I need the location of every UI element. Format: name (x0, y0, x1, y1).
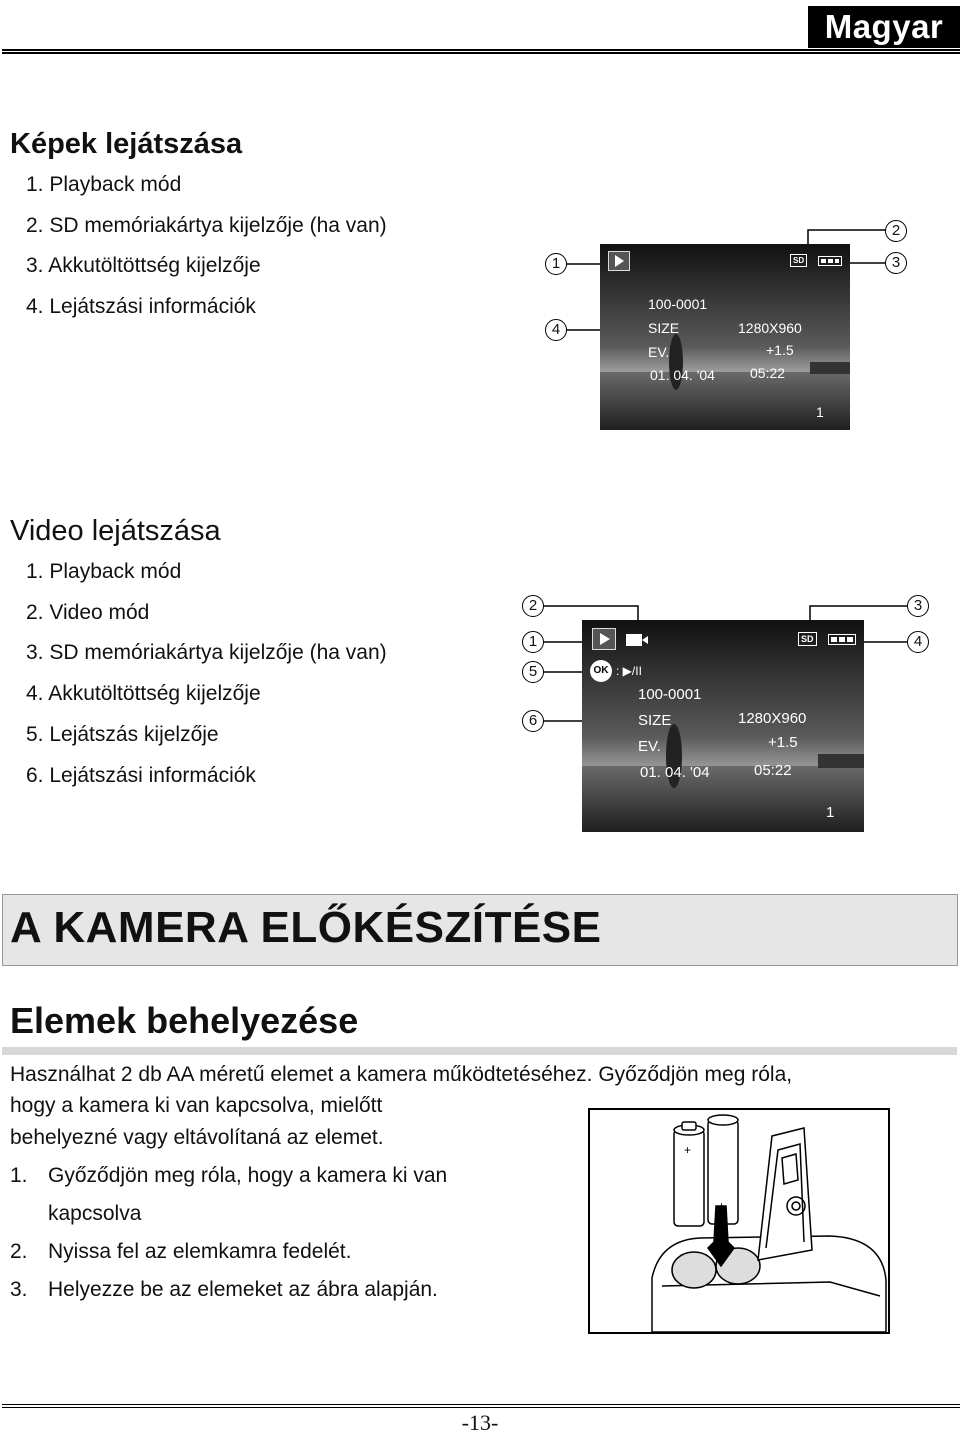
date: 01. 04. '04 (640, 764, 710, 781)
landscape-photo (600, 244, 850, 430)
time: 05:22 (754, 762, 792, 779)
step-text: Győződjön meg róla, hogy a kamera ki van (48, 1164, 448, 1187)
battery-insertion-illustration (588, 1108, 890, 1334)
camera-battery-drawing (590, 1110, 888, 1332)
list-item: 2. Video mód (26, 600, 150, 624)
step-text: kapcsolva (48, 1202, 142, 1225)
step-number: 3. (10, 1278, 28, 1301)
callout-3: 3 (907, 595, 929, 617)
video-playback-title: Video lejátszása (10, 515, 221, 547)
image-playback-figure (540, 218, 912, 436)
size-value: 1280X960 (738, 320, 802, 336)
ev-value: +1.5 (766, 342, 794, 358)
steps-list (10, 1157, 447, 1309)
list-item: 3. SD memóriakártya kijelzője (ha van) (26, 641, 387, 665)
size-label: SIZE (638, 712, 672, 729)
battery-icon (828, 634, 856, 645)
step-number: 2. (10, 1240, 28, 1263)
subsection-title: Elemek behelyezése (10, 1000, 359, 1041)
callout-6: 6 (522, 710, 544, 732)
list-item: 6. Lejátszási információk (26, 763, 256, 787)
list-item (10, 1157, 447, 1195)
date: 01. 04. '04 (650, 367, 715, 383)
battery-icon (818, 256, 842, 266)
callout-2: 2 (885, 220, 907, 242)
subsection-rule (2, 1047, 957, 1055)
image-playback-list (26, 165, 387, 328)
file-number: 100-0001 (648, 296, 708, 312)
callout-2: 2 (522, 595, 544, 617)
page-number: -13- (461, 1410, 499, 1434)
footer-rule (2, 1404, 960, 1408)
sd-card-icon: SD (798, 632, 817, 646)
video-playback-figure (514, 590, 934, 834)
playback-mode-icon (608, 251, 630, 271)
file-number: 100-0001 (638, 686, 702, 703)
language-tab: Magyar (808, 6, 960, 48)
svg-text:+: + (684, 1143, 692, 1157)
video-mode-icon (626, 634, 642, 646)
step-text: Helyezze be az elemeket az ábra alapján. (48, 1278, 438, 1301)
ev-label: EV. (638, 738, 661, 755)
step-text: Nyissa fel az elemkamra fedelét. (48, 1240, 352, 1263)
size-label: SIZE (648, 320, 680, 336)
time: 05:22 (750, 365, 786, 381)
size-value: 1280X960 (738, 710, 807, 727)
svg-text:+: + (718, 1199, 726, 1213)
list-item (10, 1233, 447, 1271)
video-playback-list (26, 552, 387, 796)
intro-line: behelyezné vagy eltávolítaná az elemet. (10, 1126, 384, 1149)
list-item: 3. Akkutöltöttség kijelzője (26, 254, 261, 278)
list-item: 4. Akkutöltöttség kijelzője (26, 682, 261, 706)
step-number: 1. (10, 1164, 28, 1187)
callout-3: 3 (885, 252, 907, 274)
frame-count: 1 (826, 804, 835, 821)
camera-screen (582, 620, 864, 832)
frame-count: 1 (816, 404, 824, 420)
playback-mode-icon (592, 628, 616, 650)
ev-label: EV. (648, 344, 670, 360)
list-item: 1. Playback mód (26, 173, 182, 196)
list-item: 5. Lejátszás kijelzője (26, 722, 219, 746)
list-item (10, 1271, 447, 1309)
callout-1: 1 (545, 253, 567, 275)
callout-1: 1 (522, 631, 544, 653)
list-item (10, 1195, 447, 1233)
list-item: 4. Lejátszási információk (26, 295, 256, 319)
list-item: 1. Playback mód (26, 560, 182, 583)
landscape-photo (582, 620, 864, 832)
intro-line: hogy a kamera ki van kapcsolva, mielőtt (10, 1094, 383, 1117)
camera-screen (600, 244, 850, 430)
sd-card-icon: SD (790, 254, 807, 267)
section-title: A KAMERA ELŐKÉSZÍTÉSE (10, 903, 602, 952)
ev-value: +1.5 (768, 734, 798, 751)
callout-4: 4 (545, 319, 567, 341)
play-pause-indicator: : ▶/II (616, 664, 642, 678)
intro-line: Használhat 2 db AA méretű elemet a kamera működtetéséhez. Győződjön meg róla, (10, 1063, 793, 1086)
list-item: 2. SD memóriakártya kijelzője (ha van) (26, 213, 387, 237)
header-rule (2, 49, 960, 54)
callout-5: 5 (522, 661, 544, 683)
callout-4: 4 (907, 631, 929, 653)
ok-button-icon: OK (590, 660, 612, 682)
image-playback-title: Képek lejátszása (10, 128, 243, 160)
